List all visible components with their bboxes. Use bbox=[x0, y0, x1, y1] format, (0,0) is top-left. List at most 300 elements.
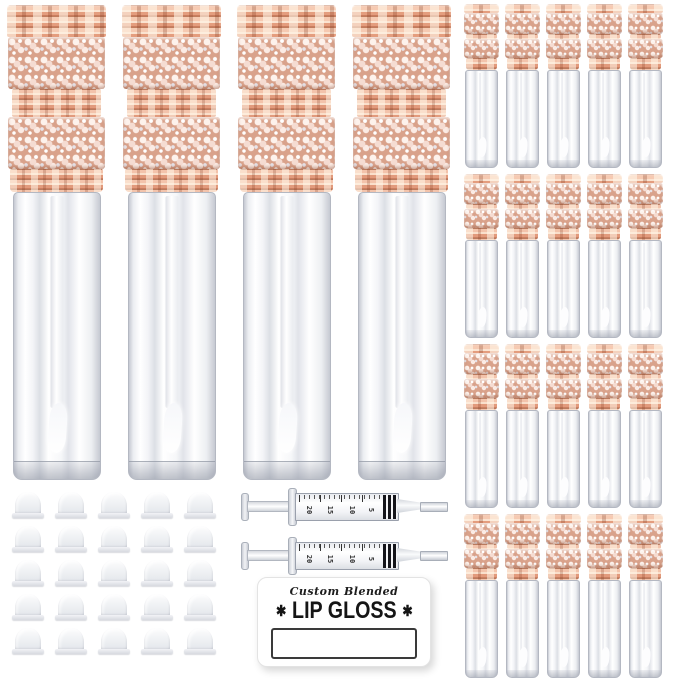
tube-cap bbox=[628, 514, 663, 580]
stopper-flange bbox=[55, 649, 87, 654]
cap-collar bbox=[507, 398, 538, 410]
cap-collar bbox=[548, 228, 579, 240]
cap-rib-crown bbox=[505, 4, 540, 13]
rubber-stopper bbox=[55, 526, 87, 553]
syringe-nozzle bbox=[420, 551, 448, 561]
tube-body bbox=[547, 240, 580, 338]
tube-base bbox=[14, 461, 100, 479]
wand-rod bbox=[479, 73, 484, 141]
wand-rod bbox=[602, 413, 607, 481]
wand-rod bbox=[520, 413, 525, 481]
tube-cap bbox=[546, 344, 581, 410]
tube-cap bbox=[505, 174, 540, 240]
stopper-dome bbox=[101, 594, 127, 617]
stopper-dome bbox=[187, 628, 213, 651]
cap-rib-crown bbox=[546, 514, 581, 523]
wand-rod bbox=[520, 73, 525, 141]
tube-body bbox=[506, 70, 539, 168]
rhinestone-pearl-band bbox=[628, 13, 663, 34]
small-gloss-tube bbox=[546, 174, 581, 336]
tube-base bbox=[630, 500, 661, 507]
tube-body bbox=[243, 192, 331, 480]
tube-base bbox=[589, 330, 620, 337]
stopper-flange bbox=[12, 547, 44, 552]
wand-rod bbox=[561, 73, 566, 141]
stopper-dome bbox=[15, 492, 41, 515]
rubber-stopper bbox=[141, 492, 173, 519]
wand-rod bbox=[602, 583, 607, 651]
stopper-dome bbox=[144, 628, 170, 651]
rhinestone-pearl-band bbox=[546, 183, 581, 204]
stopper-dome bbox=[187, 492, 213, 515]
tube-cap bbox=[464, 514, 499, 580]
rhinestone-pearl-band bbox=[628, 39, 663, 58]
stopper-dome bbox=[101, 526, 127, 549]
wand-rod bbox=[561, 583, 566, 651]
stopper-flange bbox=[184, 513, 216, 518]
tube-base bbox=[630, 160, 661, 167]
cap-rib-crown bbox=[628, 174, 663, 183]
tube-body bbox=[629, 240, 662, 338]
tube-body bbox=[629, 580, 662, 678]
doe-foot-tip bbox=[641, 647, 650, 668]
tube-base bbox=[548, 500, 579, 507]
cap-rib-crown bbox=[546, 4, 581, 13]
small-tubes-grid bbox=[464, 4, 663, 676]
rhinestone-pearl-band bbox=[546, 209, 581, 228]
rhinestone-pearl-band bbox=[628, 209, 663, 228]
syringe-rubber-seal bbox=[383, 495, 397, 519]
cap-collar bbox=[548, 398, 579, 410]
large-gloss-tube bbox=[8, 5, 105, 478]
tube-base bbox=[548, 160, 579, 167]
wand-rod bbox=[479, 413, 484, 481]
doe-foot-tip bbox=[641, 307, 650, 328]
stopper-flange bbox=[98, 615, 130, 620]
tube-body bbox=[588, 240, 621, 338]
tube-cap bbox=[238, 5, 335, 192]
stopper-dome bbox=[144, 560, 170, 583]
doe-foot-tip bbox=[161, 402, 182, 453]
wand-rod bbox=[479, 243, 484, 311]
rubber-stopper bbox=[12, 594, 44, 621]
stopper-flange bbox=[12, 513, 44, 518]
stopper-flange bbox=[12, 581, 44, 586]
doe-foot-tip bbox=[641, 477, 650, 498]
syringe-tip-cone bbox=[397, 499, 421, 513]
lip-gloss-label bbox=[257, 577, 431, 667]
small-gloss-tube bbox=[587, 514, 622, 676]
tube-body bbox=[465, 580, 498, 678]
star-icon: ✱ bbox=[402, 602, 413, 620]
cap-rib-bottom bbox=[125, 169, 218, 192]
wand-rod bbox=[643, 413, 648, 481]
rhinestone-pearl-band bbox=[587, 183, 622, 204]
stopper-flange bbox=[55, 547, 87, 552]
rhinestone-pearl-band bbox=[587, 13, 622, 34]
cap-rib-crown bbox=[464, 344, 499, 353]
rubber-stopper bbox=[184, 492, 216, 519]
stopper-dome bbox=[15, 594, 41, 617]
tube-cap bbox=[546, 174, 581, 240]
cap-rib-crown bbox=[587, 4, 622, 13]
label-title bbox=[270, 599, 418, 623]
cap-rib-crown bbox=[237, 5, 336, 37]
wand-rod bbox=[561, 413, 566, 481]
rhinestone-pearl-band bbox=[505, 39, 540, 58]
rhinestone-pearl-band bbox=[587, 549, 622, 568]
rubber-stopper bbox=[55, 560, 87, 587]
syringe-scale-numbers bbox=[298, 551, 380, 567]
cap-collar bbox=[630, 228, 661, 240]
wand-rod bbox=[643, 243, 648, 311]
doe-foot-tip bbox=[600, 647, 609, 668]
small-gloss-tube bbox=[628, 344, 663, 506]
tube-base bbox=[507, 500, 538, 507]
stopper-flange bbox=[55, 615, 87, 620]
rubber-stopper bbox=[12, 560, 44, 587]
doe-foot-tip bbox=[477, 647, 486, 668]
cap-rib-crown bbox=[628, 514, 663, 523]
tube-cap bbox=[587, 344, 622, 410]
cap-collar bbox=[630, 568, 661, 580]
small-gloss-tube bbox=[546, 344, 581, 506]
doe-foot-tip bbox=[600, 307, 609, 328]
wand-rod bbox=[165, 196, 178, 408]
rubber-stopper bbox=[98, 594, 130, 621]
cap-collar bbox=[630, 58, 661, 70]
scale-number: 20 bbox=[304, 505, 313, 515]
rhinestone-pearl-band bbox=[464, 39, 499, 58]
scale-number: 10 bbox=[347, 554, 356, 564]
tube-body bbox=[506, 580, 539, 678]
rubber-stopper bbox=[98, 492, 130, 519]
stopper-dome bbox=[15, 560, 41, 583]
stopper-flange bbox=[55, 581, 87, 586]
syringe-tip-cone bbox=[397, 548, 421, 562]
tube-base bbox=[466, 670, 497, 677]
stopper-flange bbox=[184, 615, 216, 620]
cap-rib-middle bbox=[127, 89, 216, 117]
tube-cap bbox=[123, 5, 220, 192]
scale-number: 5 bbox=[367, 507, 376, 513]
rhinestone-pearl-band bbox=[505, 209, 540, 228]
rhinestone-pearl-band bbox=[464, 523, 499, 544]
cap-rib-crown bbox=[464, 4, 499, 13]
cap-collar bbox=[589, 398, 620, 410]
stopper-dome bbox=[187, 526, 213, 549]
wand-rod bbox=[643, 583, 648, 651]
tube-cap bbox=[505, 514, 540, 580]
syringe bbox=[241, 487, 447, 525]
rhinestone-pearl-band bbox=[353, 37, 450, 89]
stopper-flange bbox=[184, 649, 216, 654]
label-title-text: LIP GLOSS bbox=[291, 597, 397, 624]
tube-base bbox=[548, 670, 579, 677]
tube-base bbox=[359, 461, 445, 479]
tube-cap bbox=[505, 4, 540, 70]
syringe-scale-numbers bbox=[298, 502, 380, 518]
rubber-stopper bbox=[55, 628, 87, 655]
rubber-stopper bbox=[184, 594, 216, 621]
stopper-dome bbox=[58, 526, 84, 549]
cap-rib-crown bbox=[587, 514, 622, 523]
rhinestone-pearl-band bbox=[546, 549, 581, 568]
rubber-stopper bbox=[141, 526, 173, 553]
tube-body bbox=[629, 410, 662, 508]
cap-rib-crown bbox=[505, 514, 540, 523]
rubber-stopper bbox=[184, 526, 216, 553]
scale-number: 5 bbox=[367, 556, 376, 562]
stopper-flange bbox=[98, 513, 130, 518]
tube-cap bbox=[464, 4, 499, 70]
wand-rod bbox=[643, 73, 648, 141]
doe-foot-tip bbox=[477, 477, 486, 498]
cap-collar bbox=[548, 58, 579, 70]
tube-body bbox=[506, 410, 539, 508]
cap-rib-crown bbox=[464, 514, 499, 523]
stopper-flange bbox=[12, 615, 44, 620]
cap-rib-middle bbox=[357, 89, 446, 117]
rhinestone-pearl-band bbox=[546, 13, 581, 34]
doe-foot-tip bbox=[46, 402, 67, 453]
doe-foot-tip bbox=[559, 647, 568, 668]
doe-foot-tip bbox=[518, 307, 527, 328]
tube-body bbox=[588, 70, 621, 168]
syringe-nozzle bbox=[420, 502, 448, 512]
syringe-plunger-rod bbox=[247, 501, 294, 512]
rhinestone-pearl-band bbox=[546, 353, 581, 374]
small-gloss-tube bbox=[505, 4, 540, 166]
stopper-flange bbox=[141, 581, 173, 586]
tube-body bbox=[547, 410, 580, 508]
rhinestone-pearl-band bbox=[464, 209, 499, 228]
cap-collar bbox=[507, 568, 538, 580]
cap-collar bbox=[507, 228, 538, 240]
rhinestone-pearl-band bbox=[123, 117, 220, 169]
doe-foot-tip bbox=[518, 477, 527, 498]
small-gloss-tube bbox=[628, 514, 663, 676]
doe-foot-tip bbox=[641, 137, 650, 158]
rhinestone-pearl-band bbox=[238, 117, 335, 169]
stopper-dome bbox=[58, 492, 84, 515]
syringe-scale-ticks bbox=[299, 544, 382, 551]
tube-base bbox=[630, 670, 661, 677]
doe-foot-tip bbox=[518, 137, 527, 158]
rubber-stopper bbox=[98, 628, 130, 655]
rhinestone-pearl-band bbox=[546, 523, 581, 544]
cap-collar bbox=[466, 398, 497, 410]
tube-base bbox=[466, 500, 497, 507]
small-gloss-tube bbox=[505, 514, 540, 676]
stopper-dome bbox=[101, 628, 127, 651]
stopper-flange bbox=[98, 547, 130, 552]
stopper-flange bbox=[98, 581, 130, 586]
syringe-scale-ticks bbox=[299, 495, 382, 502]
rhinestone-pearl-band bbox=[628, 523, 663, 544]
rubber-stopper bbox=[141, 594, 173, 621]
cap-rib-bottom bbox=[10, 169, 103, 192]
label-writing-box bbox=[271, 628, 417, 659]
small-gloss-tube bbox=[464, 174, 499, 336]
tube-cap bbox=[587, 4, 622, 70]
rhinestone-pearl-band bbox=[464, 379, 499, 398]
stopper-dome bbox=[15, 628, 41, 651]
large-gloss-tube bbox=[353, 5, 450, 478]
rhinestone-pearl-band bbox=[546, 39, 581, 58]
wand-rod bbox=[561, 243, 566, 311]
large-gloss-tube bbox=[123, 5, 220, 478]
cap-rib-crown bbox=[464, 174, 499, 183]
tube-body bbox=[588, 580, 621, 678]
rhinestone-pearl-band bbox=[464, 549, 499, 568]
cap-collar bbox=[466, 228, 497, 240]
rhinestone-pearl-band bbox=[505, 379, 540, 398]
doe-foot-tip bbox=[518, 647, 527, 668]
small-gloss-tube bbox=[464, 514, 499, 676]
large-gloss-tube bbox=[238, 5, 335, 478]
tube-cap bbox=[353, 5, 450, 192]
label-script-text: Custom Blended bbox=[289, 585, 399, 598]
rhinestone-pearl-band bbox=[628, 353, 663, 374]
large-tubes-row bbox=[8, 5, 450, 478]
small-gloss-tube bbox=[587, 344, 622, 506]
stopper-flange bbox=[141, 513, 173, 518]
stopper-dome bbox=[15, 526, 41, 549]
cap-rib-crown bbox=[505, 174, 540, 183]
cap-collar bbox=[466, 568, 497, 580]
stopper-flange bbox=[12, 649, 44, 654]
doe-foot-tip bbox=[559, 477, 568, 498]
rubber-stopper bbox=[184, 560, 216, 587]
rhinestone-pearl-band bbox=[546, 379, 581, 398]
tube-cap bbox=[628, 344, 663, 410]
wand-rod bbox=[280, 196, 293, 408]
small-gloss-tube bbox=[587, 174, 622, 336]
small-gloss-tube bbox=[546, 514, 581, 676]
stopper-dome bbox=[187, 594, 213, 617]
cap-rib-crown bbox=[122, 5, 221, 37]
syringe-rubber-seal bbox=[383, 544, 397, 568]
cap-rib-crown bbox=[587, 344, 622, 353]
tube-base bbox=[630, 330, 661, 337]
small-gloss-tube bbox=[587, 4, 622, 166]
stopper-flange bbox=[55, 513, 87, 518]
stopper-dome bbox=[144, 492, 170, 515]
star-icon: ✱ bbox=[275, 602, 286, 620]
tube-body bbox=[588, 410, 621, 508]
tube-base bbox=[507, 670, 538, 677]
stopper-dome bbox=[144, 594, 170, 617]
rhinestone-pearl-band bbox=[464, 13, 499, 34]
rhinestone-pearl-band bbox=[505, 523, 540, 544]
tube-base bbox=[548, 330, 579, 337]
tube-body bbox=[629, 70, 662, 168]
doe-foot-tip bbox=[559, 137, 568, 158]
rhinestone-pearl-band bbox=[628, 183, 663, 204]
rhinestone-pearl-band bbox=[628, 549, 663, 568]
doe-foot-tip bbox=[276, 402, 297, 453]
stopper-flange bbox=[141, 547, 173, 552]
rubber-stopper bbox=[55, 594, 87, 621]
tube-cap bbox=[505, 344, 540, 410]
scale-number: 15 bbox=[326, 505, 335, 515]
tube-base bbox=[466, 160, 497, 167]
rhinestone-pearl-band bbox=[464, 353, 499, 374]
cap-rib-middle bbox=[12, 89, 101, 117]
cap-rib-crown bbox=[505, 344, 540, 353]
tube-base bbox=[129, 461, 215, 479]
syringe-plunger-rod bbox=[247, 550, 294, 561]
small-gloss-tube bbox=[464, 344, 499, 506]
tube-cap bbox=[587, 174, 622, 240]
syringes-group bbox=[241, 487, 451, 585]
cap-collar bbox=[589, 228, 620, 240]
rhinestone-pearl-band bbox=[353, 117, 450, 169]
rhinestone-pearl-band bbox=[123, 37, 220, 89]
tube-body bbox=[506, 240, 539, 338]
rhinestone-pearl-band bbox=[587, 523, 622, 544]
rhinestone-pearl-band bbox=[8, 117, 105, 169]
doe-foot-tip bbox=[600, 137, 609, 158]
stopper-dome bbox=[187, 560, 213, 583]
tube-base bbox=[244, 461, 330, 479]
small-gloss-tube bbox=[628, 4, 663, 166]
tube-cap bbox=[464, 174, 499, 240]
wand-rod bbox=[520, 583, 525, 651]
rhinestone-pearl-band bbox=[505, 353, 540, 374]
rhinestone-pearl-band bbox=[587, 39, 622, 58]
tube-base bbox=[507, 160, 538, 167]
wand-rod bbox=[50, 196, 63, 408]
stopper-flange bbox=[98, 649, 130, 654]
rubber-stopper bbox=[12, 526, 44, 553]
wand-rod bbox=[602, 73, 607, 141]
tube-body bbox=[465, 410, 498, 508]
syringe-barrel bbox=[295, 493, 399, 521]
tube-body bbox=[465, 70, 498, 168]
small-gloss-tube bbox=[464, 4, 499, 166]
rhinestone-pearl-band bbox=[587, 379, 622, 398]
tube-cap bbox=[546, 4, 581, 70]
doe-foot-tip bbox=[559, 307, 568, 328]
tube-body bbox=[547, 70, 580, 168]
cap-rib-crown bbox=[546, 344, 581, 353]
tube-body bbox=[13, 192, 101, 480]
scale-number: 20 bbox=[304, 554, 313, 564]
stopper-dome bbox=[58, 594, 84, 617]
small-gloss-tube bbox=[505, 344, 540, 506]
cap-rib-crown bbox=[628, 4, 663, 13]
syringe bbox=[241, 536, 447, 574]
cap-rib-bottom bbox=[240, 169, 333, 192]
cap-collar bbox=[589, 58, 620, 70]
rubber-stopper bbox=[12, 492, 44, 519]
wand-rod bbox=[395, 196, 408, 408]
tube-cap bbox=[464, 344, 499, 410]
rhinestone-pearl-band bbox=[505, 549, 540, 568]
cap-rib-crown bbox=[628, 344, 663, 353]
cap-collar bbox=[589, 568, 620, 580]
scale-number: 15 bbox=[326, 554, 335, 564]
rubber-stopper bbox=[98, 526, 130, 553]
tube-body bbox=[465, 240, 498, 338]
rubber-stopper bbox=[141, 628, 173, 655]
stopper-dome bbox=[101, 560, 127, 583]
cap-rib-crown bbox=[352, 5, 451, 37]
tube-base bbox=[589, 160, 620, 167]
doe-foot-tip bbox=[477, 137, 486, 158]
